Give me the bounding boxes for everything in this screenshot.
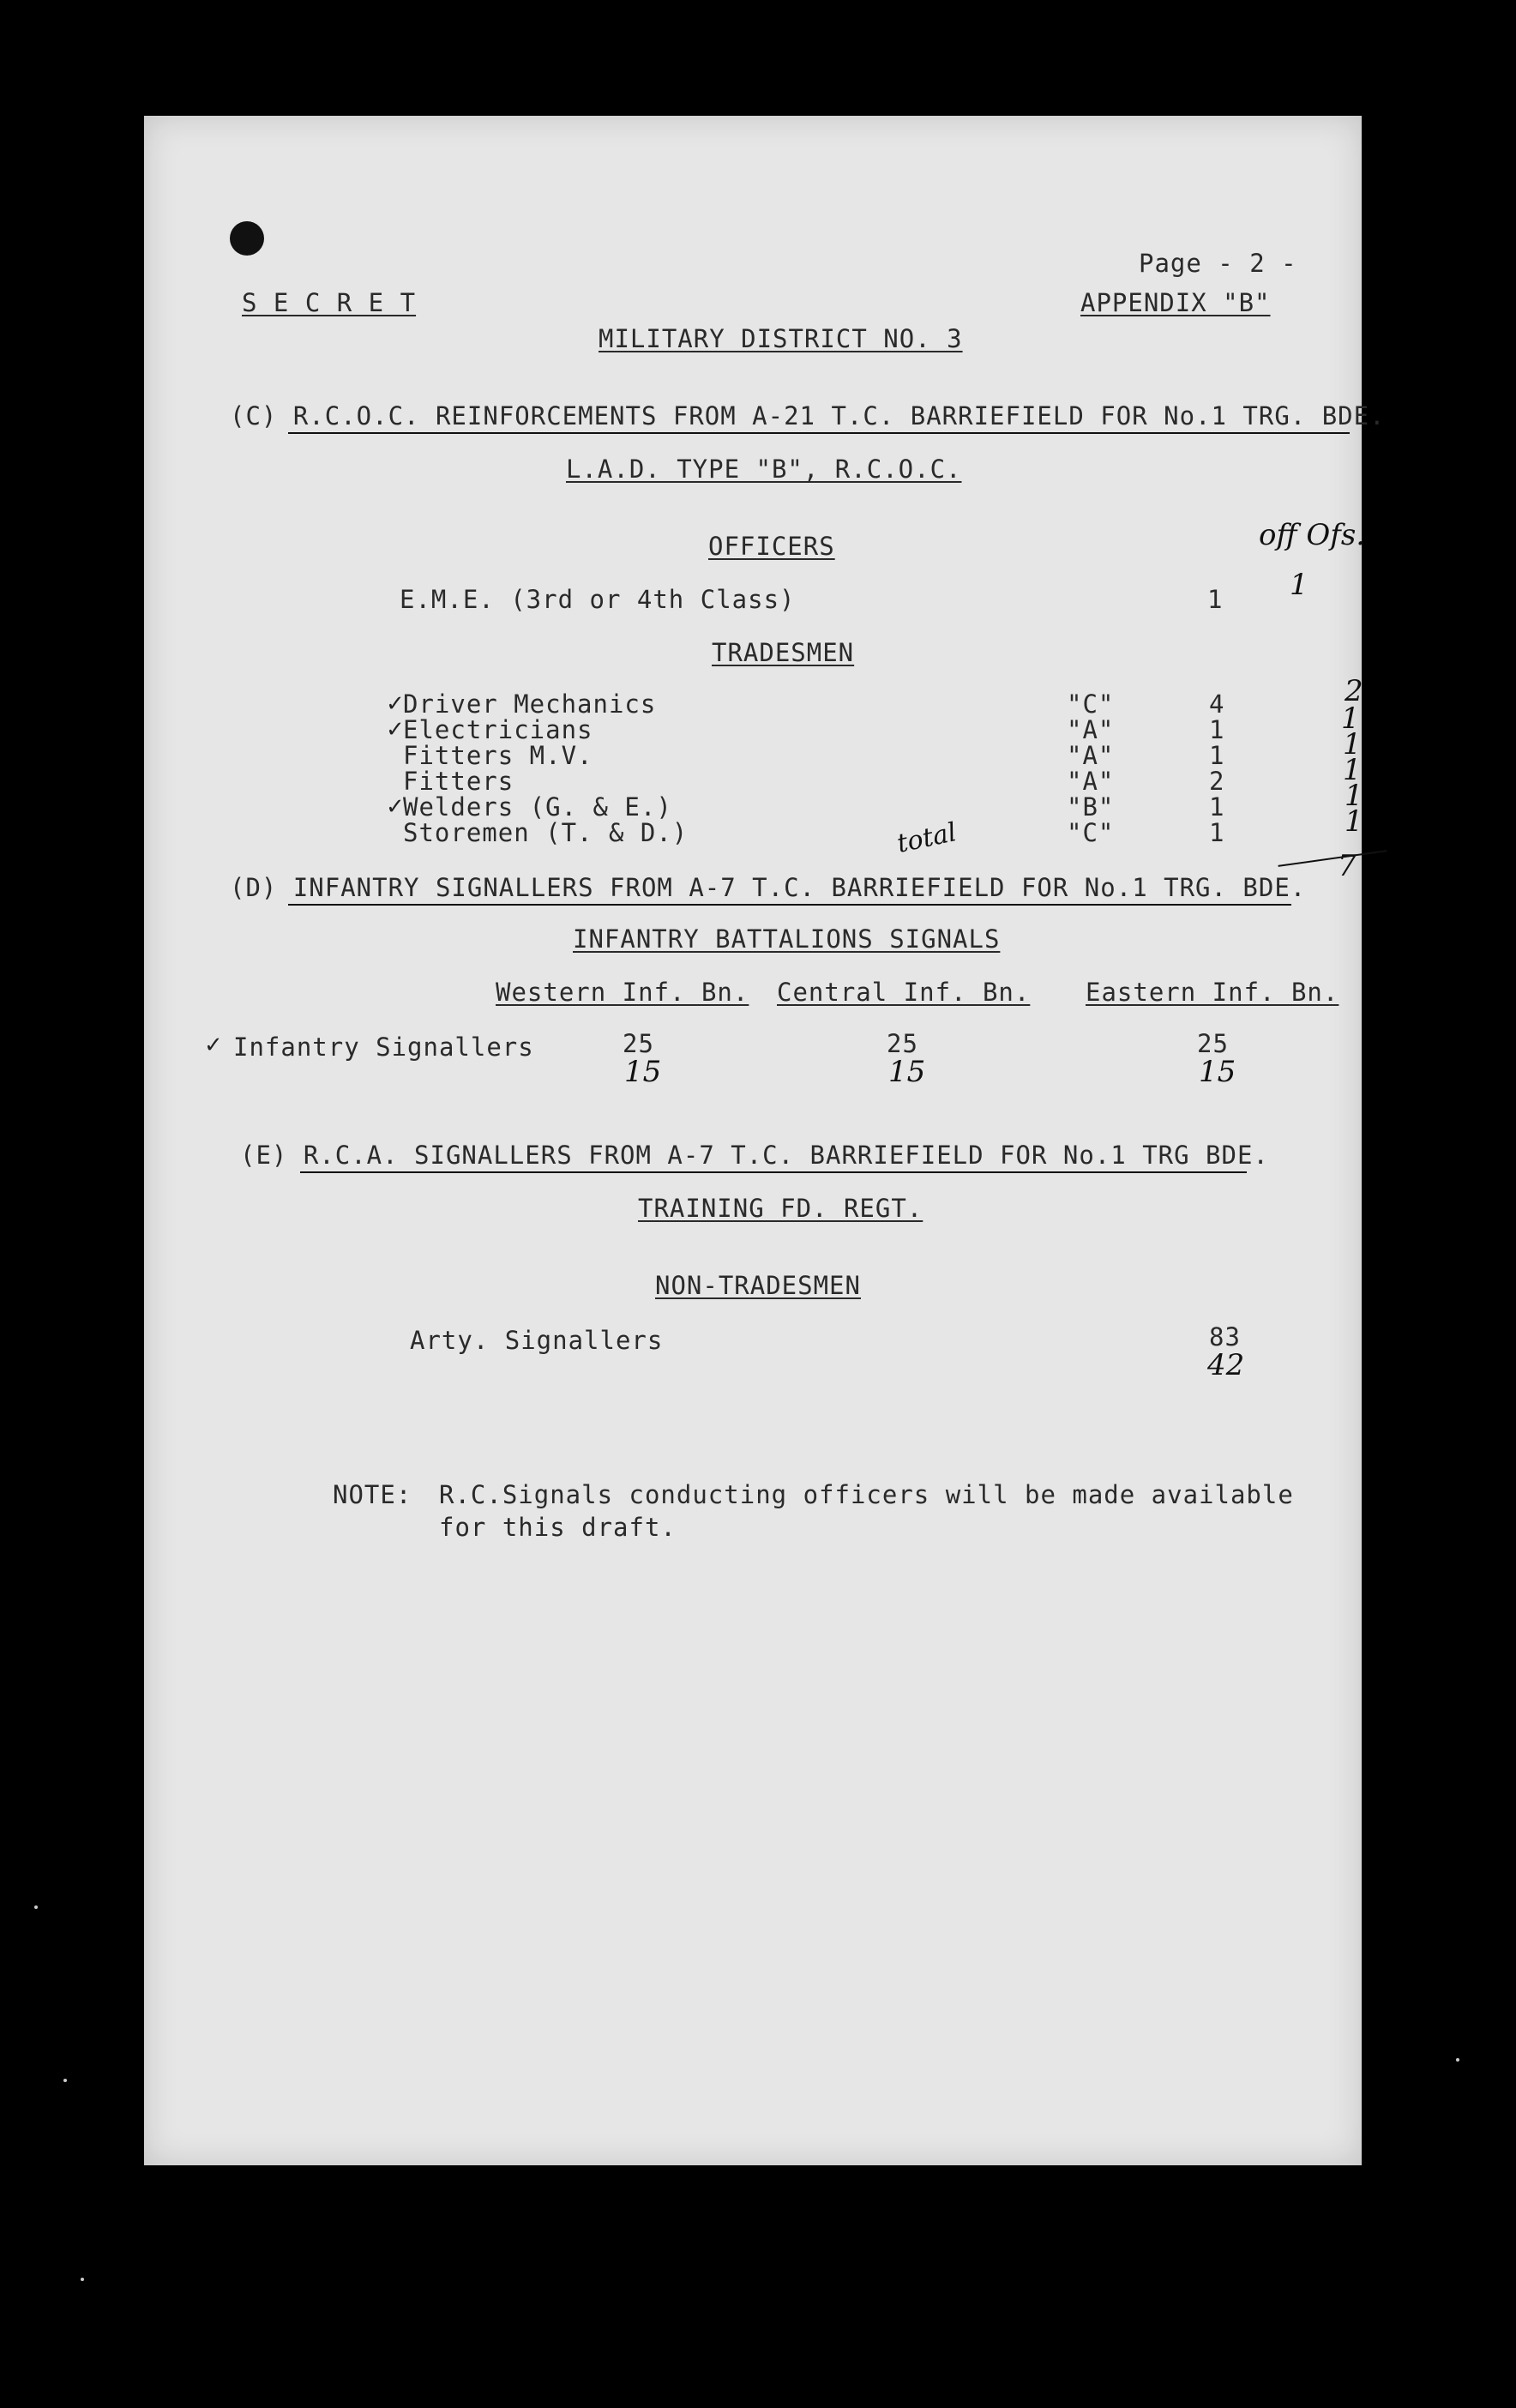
trade-hand: 2 [1345, 674, 1363, 708]
trade-hand: 1 [1341, 701, 1360, 736]
scan-speck [34, 1905, 38, 1909]
trade-count: 1 [1209, 792, 1225, 822]
scan-speck [63, 2079, 67, 2082]
trade-count: 1 [1209, 818, 1225, 847]
page-number: Page - 2 - [1139, 249, 1297, 278]
note-label: NOTE: [333, 1480, 412, 1509]
hand-header: off Ofs. [1259, 518, 1366, 552]
trade-count: 1 [1209, 741, 1225, 770]
western-hand: 15 [624, 1055, 662, 1089]
tradesmen-heading: TRADESMEN [712, 638, 855, 667]
note-line-2: for this draft. [439, 1513, 677, 1542]
officer-hand: 1 [1290, 568, 1308, 602]
trade-grade: "C" [1067, 689, 1115, 719]
check-mark: ✓ [386, 691, 405, 717]
trade-label: Fitters [403, 767, 514, 796]
check-mark: ✓ [386, 717, 405, 743]
arty-signallers-hand: 42 [1207, 1348, 1245, 1382]
trade-hand: 1 [1345, 779, 1363, 813]
district-title: MILITARY DISTRICT NO. 3 [599, 324, 963, 353]
trade-grade: "A" [1067, 741, 1115, 770]
appendix-label: APPENDIX "B" [1080, 288, 1271, 317]
central-value: 25 [887, 1029, 918, 1058]
western-value: 25 [623, 1029, 654, 1058]
officer-count: 1 [1207, 585, 1224, 614]
classification: S E C R E T [242, 288, 417, 317]
section-d-heading: (D) INFANTRY SIGNALLERS FROM A-7 T.C. BARRIEFIELD FOR No.1 TRG. BDE. [230, 873, 1307, 902]
trade-grade: "A" [1067, 767, 1115, 796]
hand-total-label: total [894, 817, 960, 859]
trade-count: 1 [1209, 715, 1225, 744]
central-hand: 15 [888, 1055, 926, 1089]
trade-count: 2 [1209, 767, 1225, 796]
officer-label: E.M.E. (3rd or 4th Class) [400, 585, 796, 614]
section-c-subheading: L.A.D. TYPE "B", R.C.O.C. [566, 455, 962, 484]
trade-label: Driver Mechanics [403, 689, 657, 719]
column-western: Western Inf. Bn. [496, 978, 749, 1007]
note-line-1: R.C.Signals conducting officers will be made available [439, 1480, 1294, 1509]
nontradesmen-heading: NON-TRADESMEN [655, 1271, 861, 1300]
check-mark: ✓ [386, 794, 405, 820]
arty-signallers-label: Arty. Signallers [410, 1326, 664, 1355]
trade-label: Electricians [403, 715, 593, 744]
section-c-heading: (C) R.C.O.C. REINFORCEMENTS FROM A-21 T.C. BARRIEFIELD FOR No.1 TRG. BDE. [230, 401, 1386, 430]
section-e-underline [300, 1171, 1247, 1173]
section-e-heading: (E) R.C.A. SIGNALLERS FROM A-7 T.C. BARRIEFIELD FOR No.1 TRG BDE. [240, 1141, 1269, 1170]
section-d-subheading: INFANTRY BATTALIONS SIGNALS [573, 924, 1001, 954]
check-mark: ✓ [204, 1032, 223, 1058]
section-c-underline [288, 432, 1350, 434]
trade-grade: "B" [1067, 792, 1115, 822]
trade-label: Storemen (T. & D.) [403, 818, 689, 847]
trade-hand: 1 [1345, 804, 1363, 839]
column-central: Central Inf. Bn. [777, 978, 1031, 1007]
trade-grade: "C" [1067, 818, 1115, 847]
eastern-value: 25 [1197, 1029, 1229, 1058]
punch-hole [230, 221, 264, 256]
trade-label: Welders (G. & E.) [403, 792, 672, 822]
trade-grade: "A" [1067, 715, 1115, 744]
trade-hand: 1 [1343, 727, 1362, 762]
trade-count: 4 [1209, 689, 1225, 719]
eastern-hand: 15 [1199, 1055, 1236, 1089]
hand-total: 7 [1338, 849, 1357, 883]
trade-hand: 1 [1343, 753, 1362, 787]
scan-speck [81, 2278, 84, 2281]
section-e-subheading: TRAINING FD. REGT. [638, 1194, 923, 1223]
section-d-underline [288, 904, 1291, 906]
column-eastern: Eastern Inf. Bn. [1086, 978, 1339, 1007]
scan-speck [1456, 2058, 1459, 2062]
infantry-signallers-label: Infantry Signallers [233, 1032, 534, 1062]
trade-label: Fitters M.V. [403, 741, 593, 770]
arty-signallers-value: 83 [1209, 1322, 1241, 1351]
officers-heading: OFFICERS [708, 532, 835, 561]
